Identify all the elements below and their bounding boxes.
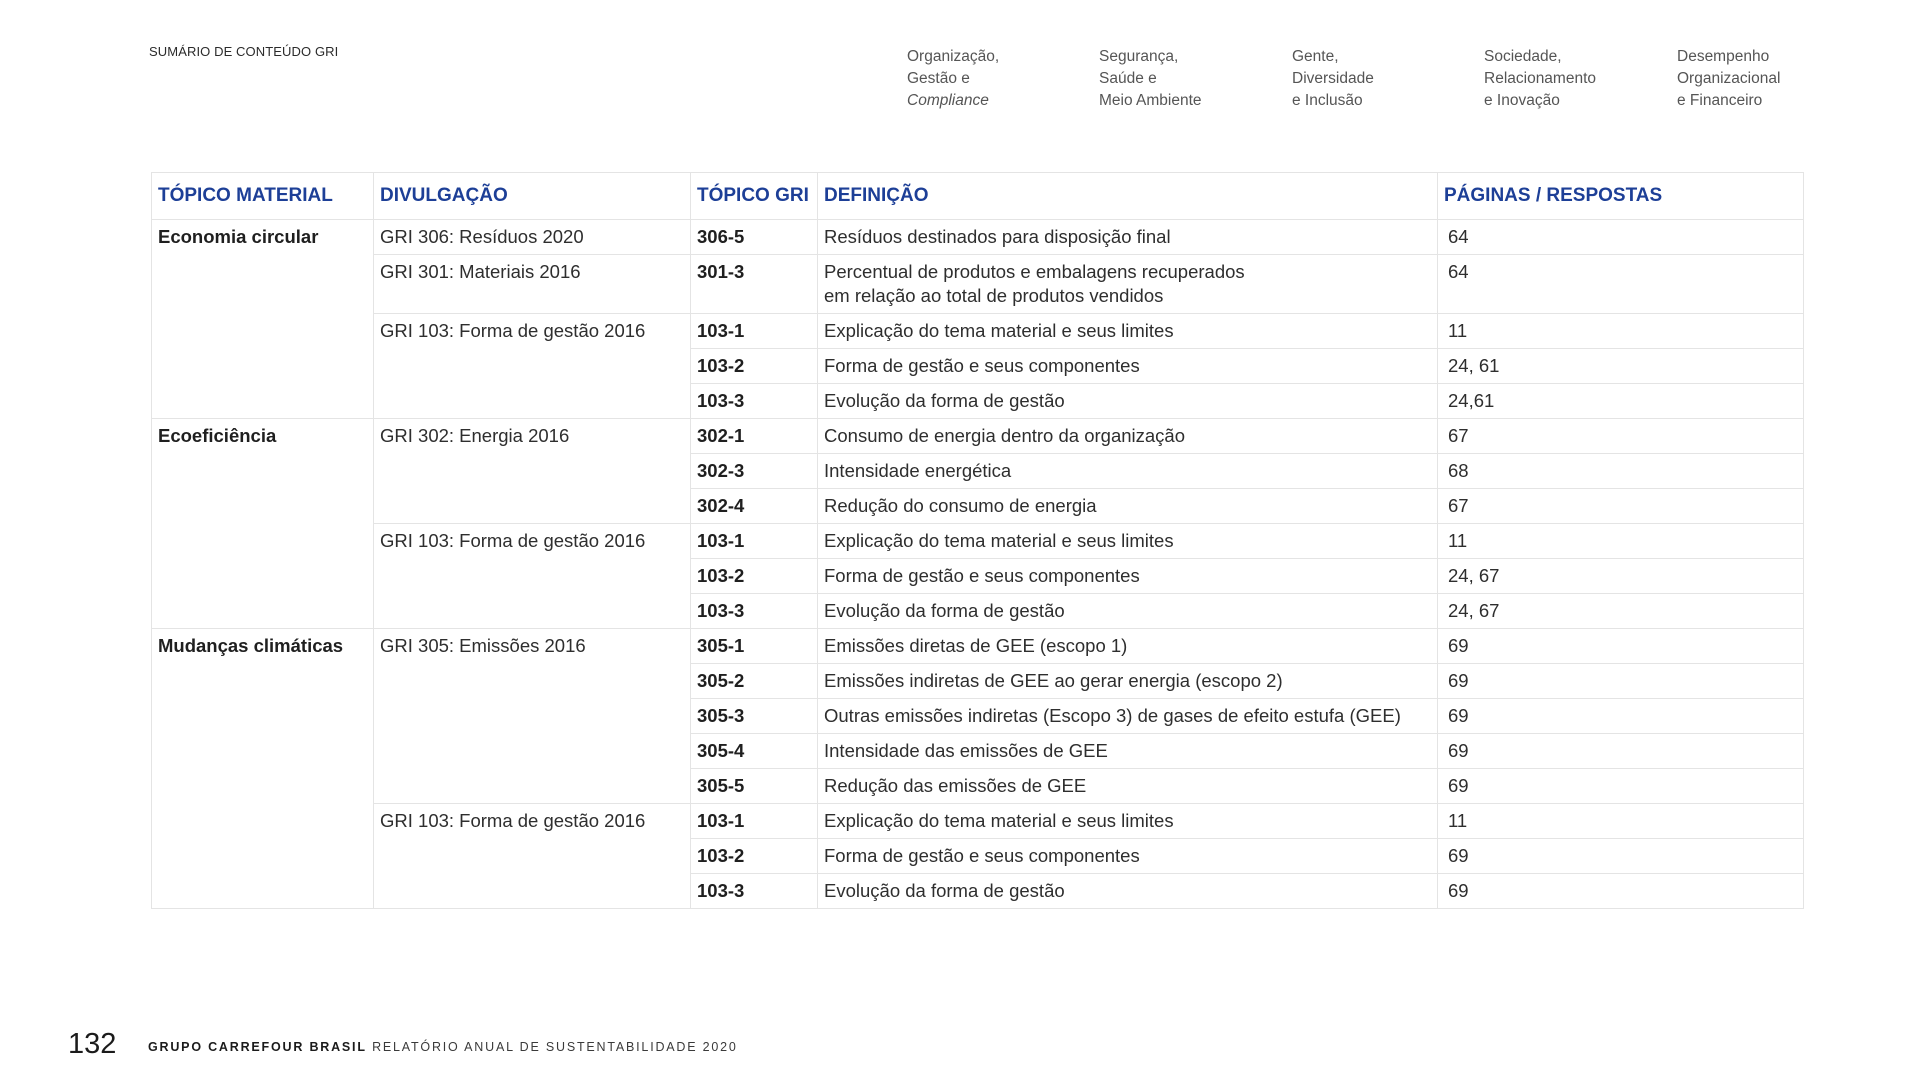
pages-cell: 69 [1438,874,1804,909]
definition-cell: Explicação do tema material e seus limites [818,314,1438,349]
definition-cell: Resíduos destinados para disposição final [818,220,1438,255]
gri-code-cell: 103-2 [691,349,818,384]
gri-code-cell: 301-3 [691,255,818,314]
definition-cell: Evolução da forma de gestão [818,594,1438,629]
definition-line: Percentual de produtos e embalagens recuperados [824,261,1245,282]
header-gri-topic: TÓPICO GRI [691,173,818,220]
disclosure-cell: GRI 301: Materiais 2016 [374,255,691,314]
header-definition: DEFINIÇÃO [818,173,1438,220]
nav-label-line: Organizacional [1677,70,1781,87]
pages-cell: 11 [1438,804,1804,839]
nav-label-line: Desempenho [1677,48,1770,65]
nav-label-line: Segurança, [1099,48,1179,65]
gri-content-table [151,172,1804,909]
pages-cell: 24, 67 [1438,594,1804,629]
pages-cell: 24, 61 [1438,349,1804,384]
definition-cell: Redução das emissões de GEE [818,769,1438,804]
pages-cell: 64 [1438,220,1804,255]
nav-label-line: Gestão e [907,70,970,87]
header-topic: TÓPICO MATERIAL [152,173,374,220]
gri-code-cell: 302-3 [691,454,818,489]
table-row [152,804,1804,839]
gri-code-cell: 103-1 [691,524,818,559]
material-topic-cell: Mudanças climáticas [152,629,374,909]
pages-cell: 24,61 [1438,384,1804,419]
definition-cell: Redução do consumo de energia [818,489,1438,524]
header-pages: PÁGINAS / RESPOSTAS [1438,173,1804,220]
pages-cell: 69 [1438,664,1804,699]
gri-code-cell: 305-5 [691,769,818,804]
disclosure-cell: GRI 103: Forma de gestão 2016 [374,804,691,909]
gri-code-cell: 103-1 [691,314,818,349]
gri-code-cell: 103-3 [691,874,818,909]
definition-cell: Consumo de energia dentro da organização [818,419,1438,454]
gri-code-cell: 103-2 [691,559,818,594]
table-row [152,314,1804,349]
gri-code-cell: 103-3 [691,594,818,629]
pages-cell: 64 [1438,255,1804,314]
disclosure-cell: GRI 103: Forma de gestão 2016 [374,524,691,629]
report-title [148,1040,738,1054]
pages-cell: 67 [1438,419,1804,454]
table-row [152,629,1804,664]
table-row [152,419,1804,454]
report-name: RELATÓRIO ANUAL DE SUSTENTABILIDADE 2020 [372,1040,738,1054]
definition-cell [818,255,1438,314]
definition-cell: Explicação do tema material e seus limites [818,524,1438,559]
disclosure-cell: GRI 305: Emissões 2016 [374,629,691,804]
pages-cell: 69 [1438,839,1804,874]
pages-cell: 11 [1438,314,1804,349]
nav-label-line: Compliance [907,92,989,109]
gri-code-cell: 103-2 [691,839,818,874]
definition-cell: Forma de gestão e seus componentes [818,349,1438,384]
gri-code-cell: 305-3 [691,699,818,734]
disclosure-cell: GRI 306: Resíduos 2020 [374,220,691,255]
gri-code-cell: 305-2 [691,664,818,699]
nav-label-line: Saúde e [1099,70,1157,87]
pages-cell: 67 [1438,489,1804,524]
definition-line: em relação ao total de produtos vendidos [824,285,1164,306]
definition-cell: Emissões diretas de GEE (escopo 1) [818,629,1438,664]
nav-label-line: Diversidade [1292,70,1374,87]
gri-code-cell: 305-4 [691,734,818,769]
material-topic-cell: Ecoeficiência [152,419,374,629]
header-disclosure: DIVULGAÇÃO [374,173,691,220]
table-row [152,255,1804,314]
pages-cell: 69 [1438,769,1804,804]
section-title: SUMÁRIO DE CONTEÚDO GRI [149,44,339,59]
gri-code-cell: 302-1 [691,419,818,454]
definition-cell: Evolução da forma de gestão [818,384,1438,419]
nav-label-line: e Financeiro [1677,92,1763,109]
table-header-row [152,173,1804,220]
nav-label-line: Relacionamento [1484,70,1597,87]
disclosure-cell: GRI 302: Energia 2016 [374,419,691,524]
table-row [152,220,1804,255]
definition-cell: Emissões indiretas de GEE ao gerar energia (escopo 2) [818,664,1438,699]
gri-code-cell: 306-5 [691,220,818,255]
pages-cell: 69 [1438,699,1804,734]
definition-cell: Intensidade das emissões de GEE [818,734,1438,769]
nav-label-line: Meio Ambiente [1099,92,1202,109]
definition-cell: Forma de gestão e seus componentes [818,559,1438,594]
material-topic-cell: Economia circular [152,220,374,419]
nav-gente-diversidade-inclusao[interactable] [1292,46,1467,112]
pages-cell: 68 [1438,454,1804,489]
nav-desempenho-organizacional-financeiro[interactable] [1677,46,1852,112]
definition-cell: Intensidade energética [818,454,1438,489]
nav-label-line: e Inclusão [1292,92,1363,109]
table-row [152,524,1804,559]
definition-cell: Evolução da forma de gestão [818,874,1438,909]
pages-cell: 69 [1438,629,1804,664]
nav-label-line: Organização, [907,48,1000,65]
definition-cell: Explicação do tema material e seus limites [818,804,1438,839]
nav-sociedade-relacionamento-inovacao[interactable] [1484,46,1659,112]
definition-cell: Forma de gestão e seus componentes [818,839,1438,874]
pages-cell: 24, 67 [1438,559,1804,594]
nav-label-line: e Inovação [1484,92,1560,109]
pages-cell: 11 [1438,524,1804,559]
gri-code-cell: 305-1 [691,629,818,664]
gri-code-cell: 103-1 [691,804,818,839]
disclosure-cell: GRI 103: Forma de gestão 2016 [374,314,691,419]
gri-code-cell: 302-4 [691,489,818,524]
nav-organizacao-gestao-compliance[interactable] [907,46,1082,112]
brand-name: GRUPO CARREFOUR BRASIL [148,1040,367,1054]
page-number: 132 [68,1028,117,1060]
nav-seguranca-saude-meio-ambiente[interactable] [1099,46,1274,112]
nav-label-line: Sociedade, [1484,48,1562,65]
pages-cell: 69 [1438,734,1804,769]
gri-code-cell: 103-3 [691,384,818,419]
nav-label-line: Gente, [1292,48,1339,65]
definition-cell: Outras emissões indiretas (Escopo 3) de gases de efeito estufa (GEE) [818,699,1438,734]
section-navigation [907,46,1807,116]
